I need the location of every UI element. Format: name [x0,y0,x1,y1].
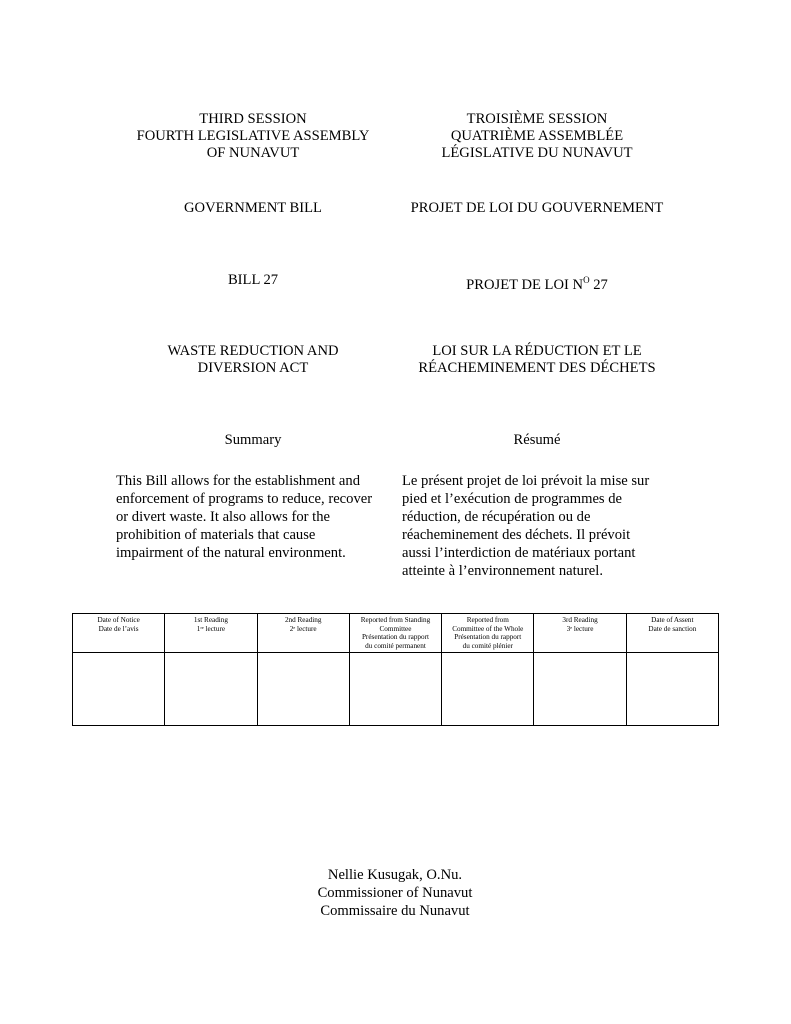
bill-title-en [114,343,392,377]
column-label: Date de l’avis [98,624,139,633]
session-heading-fr [398,111,676,162]
bill-title-fr [398,343,676,377]
bill-type-fr: PROJET DE LOI DU GOUVERNEMENT [410,200,664,216]
column-label: du comité plénier [462,641,513,650]
status-entry-row [73,653,719,726]
summary-line: réduction, de récupération ou de [402,509,591,525]
status-header-row [73,614,719,653]
column-label: du comité permanent [365,641,426,650]
bill-status-table [72,613,719,726]
column-label: 3rd Reading [562,616,598,624]
summary-line: impairment of the natural environment. [116,545,346,561]
column-standing-committee [349,614,441,653]
session-line: THIRD SESSION [199,111,307,127]
column-label: 2ᵉ lecture [289,624,317,633]
summary-line: prohibition of materials that cause [116,527,316,543]
title-line: WASTE REDUCTION AND [167,343,339,359]
bill-number-prefix: PROJET DE LOI N [466,276,584,293]
column-label: Présentation du rapport [454,633,522,641]
summary-line: Le présent projet de loi prévoit la mise sur [402,473,650,489]
title-line: LOI SUR LA RÉDUCTION ET LE [432,343,642,359]
column-label: Date de sanction [648,624,697,633]
bill-number-superscript: O [583,275,590,285]
summary-line: pied et l’exécution de programmes de [402,491,623,507]
summary-line: réacheminement des déchets. Il prévoit [402,527,631,543]
column-label: Committee of the Whole [452,624,524,633]
column-second-reading [257,614,349,653]
cell-date-of-assent [626,653,718,726]
bill-number-suffix: 27 [589,276,608,293]
column-label: 1ʳᵉ lecture [196,624,226,633]
column-date-of-notice [73,614,165,653]
session-line: TROISIÈME SESSION [466,111,608,127]
column-first-reading [165,614,257,653]
summary-text-fr [402,472,674,580]
session-heading-en [114,111,392,162]
column-label: 2nd Reading [284,616,322,624]
column-label: Date of Assent [651,616,694,624]
signatory-title-fr: Commissaire du Nunavut [320,903,470,919]
column-third-reading [534,614,626,653]
column-label: Date of Notice [97,616,140,624]
column-label: Reported from Standing [360,616,431,624]
cell-first-reading [165,653,257,726]
cell-committee-of-whole [442,653,534,726]
cell-standing-committee [349,653,441,726]
summary-line: enforcement of programs to reduce, recover [116,491,373,507]
bill-number-fr [398,272,676,294]
bill-number-en: BILL 27 [227,272,279,288]
summary-text-en [116,472,388,562]
title-line: DIVERSION ACT [197,360,309,376]
signatory-name: Nellie Kusugak, O.Nu. [327,867,463,883]
session-line: QUATRIÈME ASSEMBLÉE [450,128,624,144]
column-label: Présentation du rapport [361,633,430,641]
column-label: Reported from [466,616,509,624]
signature-block [245,866,545,920]
column-date-of-assent [626,614,718,653]
summary-line: This Bill allows for the establishment and [116,473,361,489]
bill-type-en: GOVERNMENT BILL [184,200,322,216]
column-committee-of-whole [442,614,534,653]
column-label: 1st Reading [193,616,228,624]
summary-line: or divert waste. It also allows for the [116,509,330,525]
cell-date-of-notice [73,653,165,726]
column-label: 3ᵉ lecture [566,624,594,633]
summary-line: atteinte à l’environnement naturel. [402,563,603,579]
summary-heading-fr: Résumé [513,432,561,448]
column-label: Committee [379,624,412,633]
summary-line: aussi l’interdiction de matériaux portant [402,545,636,561]
summary-heading-en: Summary [224,432,282,448]
session-line: LÉGISLATIVE DU NUNAVUT [441,145,633,161]
session-line: OF NUNAVUT [206,145,300,161]
session-line: FOURTH LEGISLATIVE ASSEMBLY [136,128,370,144]
cell-second-reading [257,653,349,726]
cell-third-reading [534,653,626,726]
signatory-title-en: Commissioner of Nunavut [317,885,473,901]
title-line: RÉACHEMINEMENT DES DÉCHETS [418,360,656,376]
